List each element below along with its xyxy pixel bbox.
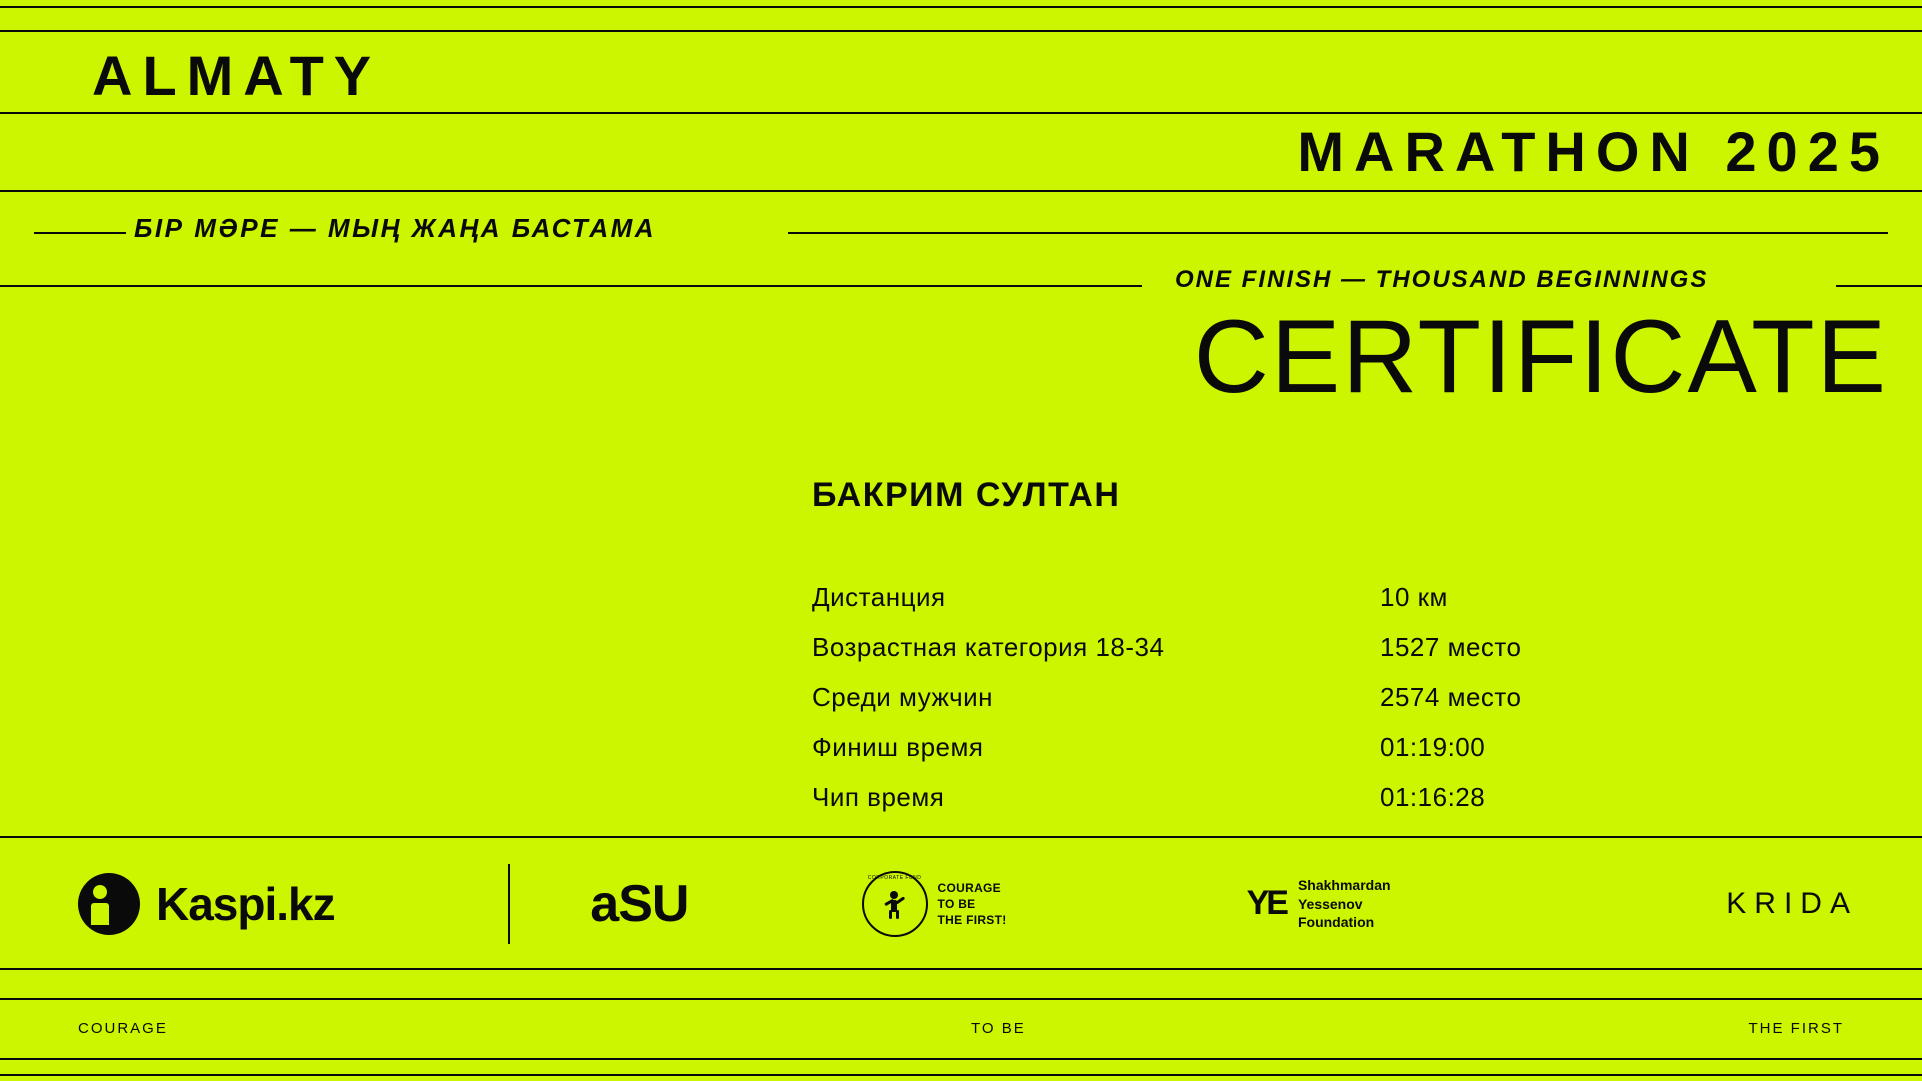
asu-wordmark: aSU (590, 875, 689, 933)
footer-left-text: COURAGE (78, 1020, 168, 1037)
divider-under-almaty (0, 112, 1922, 114)
result-row (812, 572, 1632, 622)
city-title: ALMATY (92, 44, 382, 107)
result-row (812, 622, 1632, 672)
courage-wordmark (938, 880, 1007, 929)
courage-micro-label: CORPORATE FUND (867, 875, 922, 881)
divider-en-left (0, 285, 1142, 287)
courage-person-icon (862, 871, 928, 937)
sponsor-yessenov-foundation (1099, 876, 1539, 933)
result-label: Дистанция (812, 581, 946, 612)
tagline-english: ONE FINISH — THOUSAND BEGINNINGS (1175, 266, 1709, 293)
result-label: Финиш время (812, 731, 984, 762)
result-row (812, 722, 1632, 772)
kaspi-logo-icon (78, 873, 140, 935)
event-title: MARATHON 2025 (1297, 120, 1890, 183)
courage-line-1: COURAGE (937, 880, 1001, 895)
result-label: Возрастная категория 18-34 (812, 631, 1165, 662)
sponsor-courage-fund (769, 871, 1099, 937)
result-label: Чип время (812, 781, 945, 812)
result-value: 01:16:28 (1380, 781, 1486, 812)
divider-en-right (1836, 285, 1922, 287)
yessenov-logo-icon: YE (1246, 884, 1286, 923)
divider-bottom-1 (0, 1058, 1922, 1060)
sponsor-bar (0, 838, 1922, 970)
sponsor-asu (510, 874, 770, 934)
krida-wordmark: KRIDA (1726, 887, 1858, 920)
page-title: CERTIFICATE (1193, 299, 1888, 415)
yessenov-line-3: Foundation (1297, 914, 1375, 931)
tagline-kazakh: БІР МӘРЕ — МЫҢ ЖАҢА БАСТАМА (134, 213, 657, 243)
divider-kz-right (788, 232, 1888, 234)
sponsor-krida (1538, 887, 1922, 921)
result-row (812, 672, 1632, 722)
divider-kz-left (34, 232, 126, 234)
kaspi-wordmark: Kaspi.kz (156, 878, 335, 930)
yessenov-line-1: Shakhmardan (1297, 876, 1391, 893)
footer-right-text: THE FIRST (1748, 1020, 1844, 1037)
yessenov-wordmark (1298, 876, 1391, 933)
yessenov-line-2: Yessenov (1297, 895, 1363, 912)
courage-line-3: THE FIRST! (937, 913, 1007, 928)
result-value: 2574 место (1380, 681, 1522, 712)
footer-center-text: TO BE (970, 1020, 1026, 1037)
footer-slogan (0, 1020, 1922, 1037)
divider-under-marathon (0, 190, 1922, 192)
participant-name: БАКРИМ СУЛТАН (812, 476, 1121, 514)
result-label: Среди мужчин (812, 681, 994, 712)
result-value: 10 км (1380, 581, 1448, 612)
results-list (812, 572, 1632, 822)
sponsor-kaspi (0, 873, 508, 935)
divider-bottom-2 (0, 1074, 1922, 1076)
divider-top-1 (0, 6, 1922, 8)
courage-line-2: TO BE (937, 896, 976, 911)
result-row (812, 772, 1632, 822)
divider-above-footer (0, 998, 1922, 1000)
result-value: 1527 место (1380, 631, 1522, 662)
divider-top-2 (0, 30, 1922, 32)
result-value: 01:19:00 (1380, 731, 1486, 762)
